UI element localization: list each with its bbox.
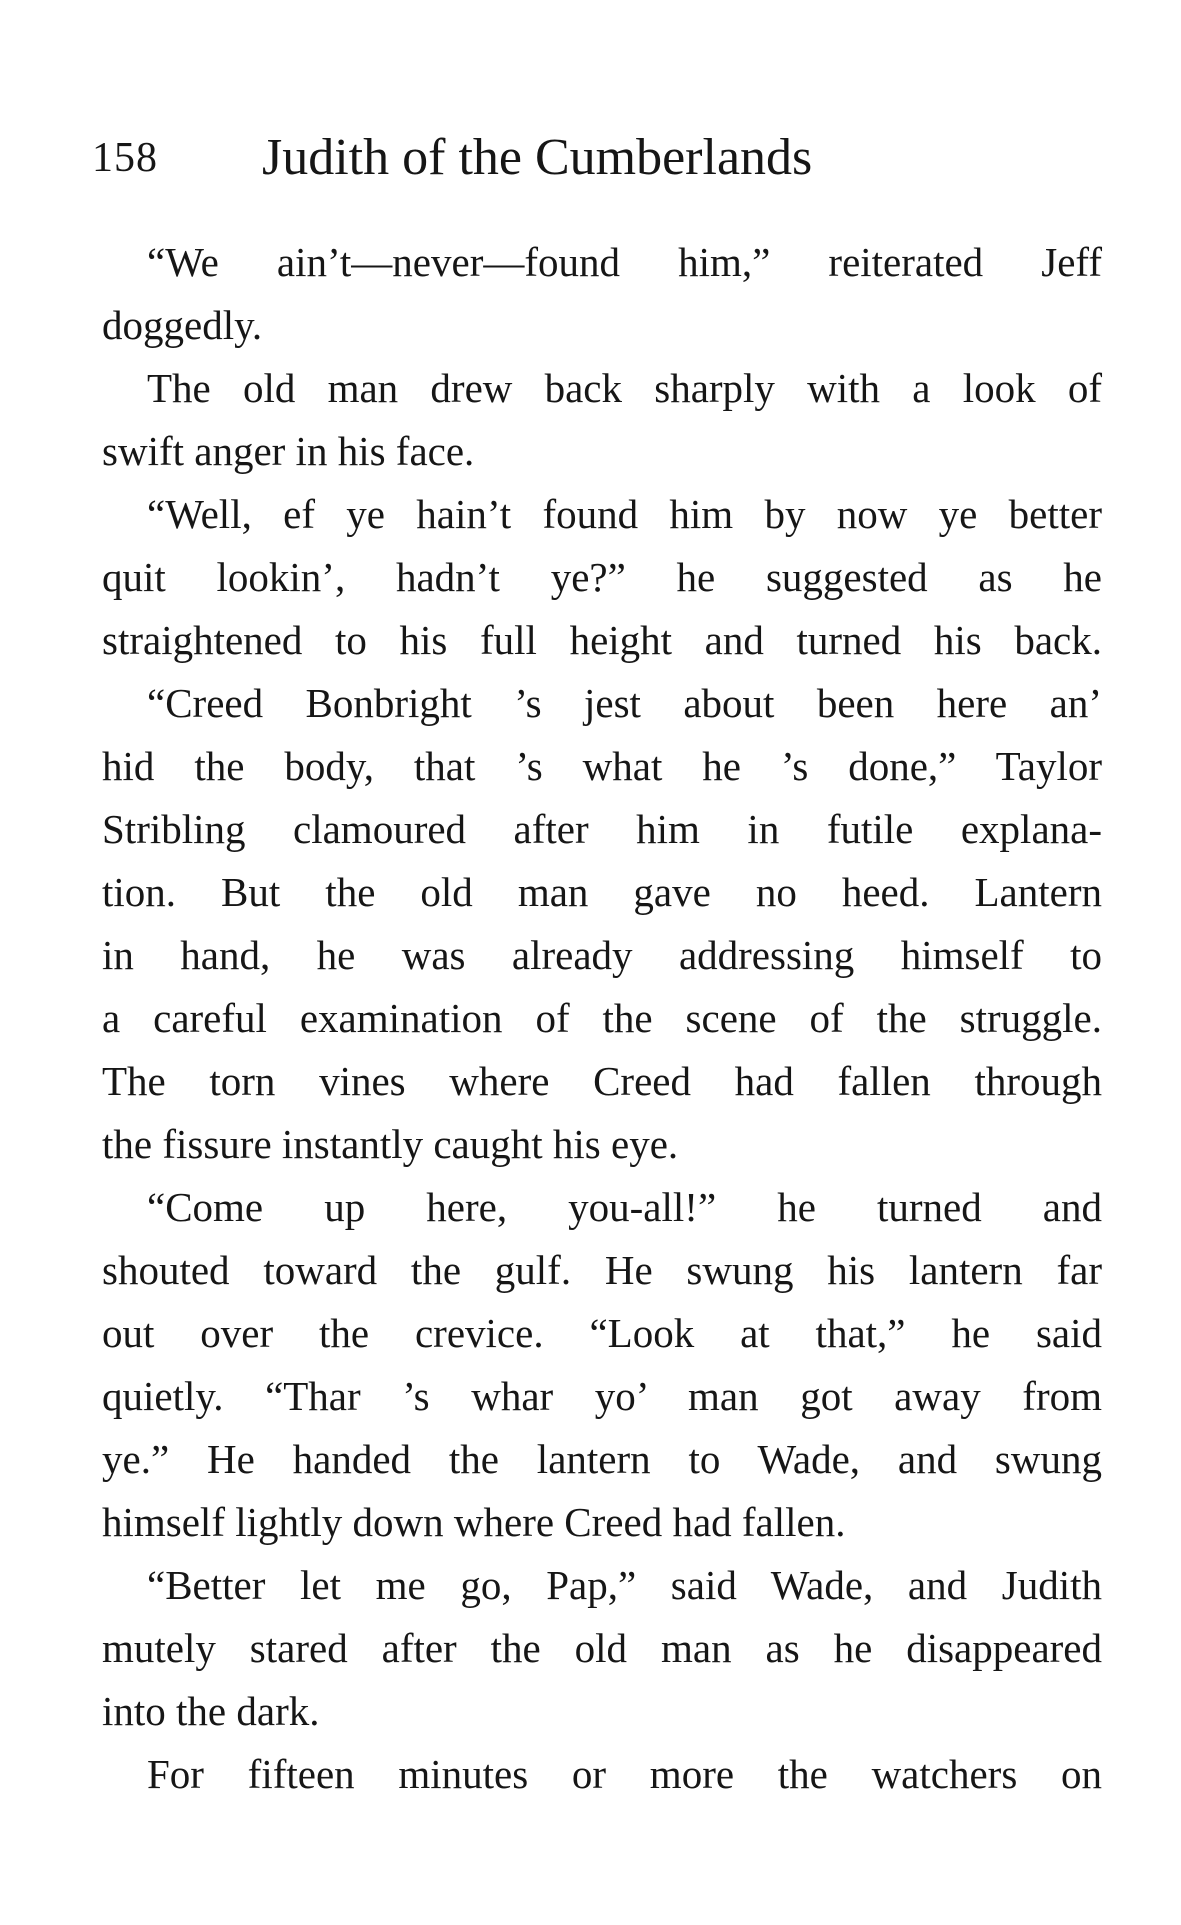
text-line: For fifteen minutes or more the watchers on — [147, 1751, 1102, 1797]
text-line: in hand, he was already addressing himself to — [102, 932, 1102, 978]
text-line: straightened to his full height and turned his back. — [102, 617, 1102, 663]
text-line: himself lightly down where Creed had fallen. — [102, 1499, 846, 1545]
text-line: swift anger in his face. — [102, 428, 475, 474]
text-line: shouted toward the gulf. He swung his lantern far — [102, 1247, 1102, 1293]
paragraph — [102, 1554, 1102, 1743]
text-line: The torn vines where Creed had fallen through — [102, 1058, 1102, 1104]
paragraph — [102, 357, 1102, 483]
text-line: out over the crevice. “Look at that,” he said — [102, 1310, 1102, 1356]
text-line: the fissure instantly caught his eye. — [102, 1121, 679, 1167]
text-line: quit lookin’, hadn’t ye?” he suggested as he — [102, 554, 1102, 600]
text-line: a careful examination of the scene of the struggle. — [102, 995, 1102, 1041]
text-line: ye.” He handed the lantern to Wade, and swung — [102, 1436, 1102, 1482]
text-line: quietly. “Thar ’s whar yo’ man got away from — [102, 1373, 1102, 1419]
text-line: Stribling clamoured after him in futile explana- — [102, 806, 1102, 852]
text-line: “Come up here, you-all!” he turned and — [147, 1184, 1102, 1230]
page-number: 158 — [92, 135, 158, 181]
running-head — [92, 128, 1092, 198]
text-line: into the dark. — [102, 1688, 320, 1734]
paragraph — [102, 1176, 1102, 1554]
text-line: “Better let me go, Pap,” said Wade, and Judith — [147, 1562, 1102, 1608]
text-line: tion. But the old man gave no heed. Lantern — [102, 869, 1102, 915]
text-line: “Creed Bonbright ’s jest about been here an’ — [147, 680, 1102, 726]
paragraph — [102, 672, 1102, 1176]
text-line: hid the body, that ’s what he ’s done,” Taylor — [102, 743, 1102, 789]
text-line: “We ain’t—never—found him,” reiterated Jeff — [147, 239, 1102, 285]
text-line: mutely stared after the old man as he disappeared — [102, 1625, 1102, 1671]
paragraph — [102, 1743, 1102, 1806]
body-text — [102, 231, 1102, 1806]
paragraph — [102, 231, 1102, 357]
book-title: Judith of the Cumberlands — [262, 129, 813, 186]
paragraph — [102, 483, 1102, 672]
text-line: doggedly. — [102, 302, 263, 348]
text-line: The old man drew back sharply with a look of — [147, 365, 1102, 411]
text-line: “Well, ef ye hain’t found him by now ye better — [147, 491, 1102, 537]
